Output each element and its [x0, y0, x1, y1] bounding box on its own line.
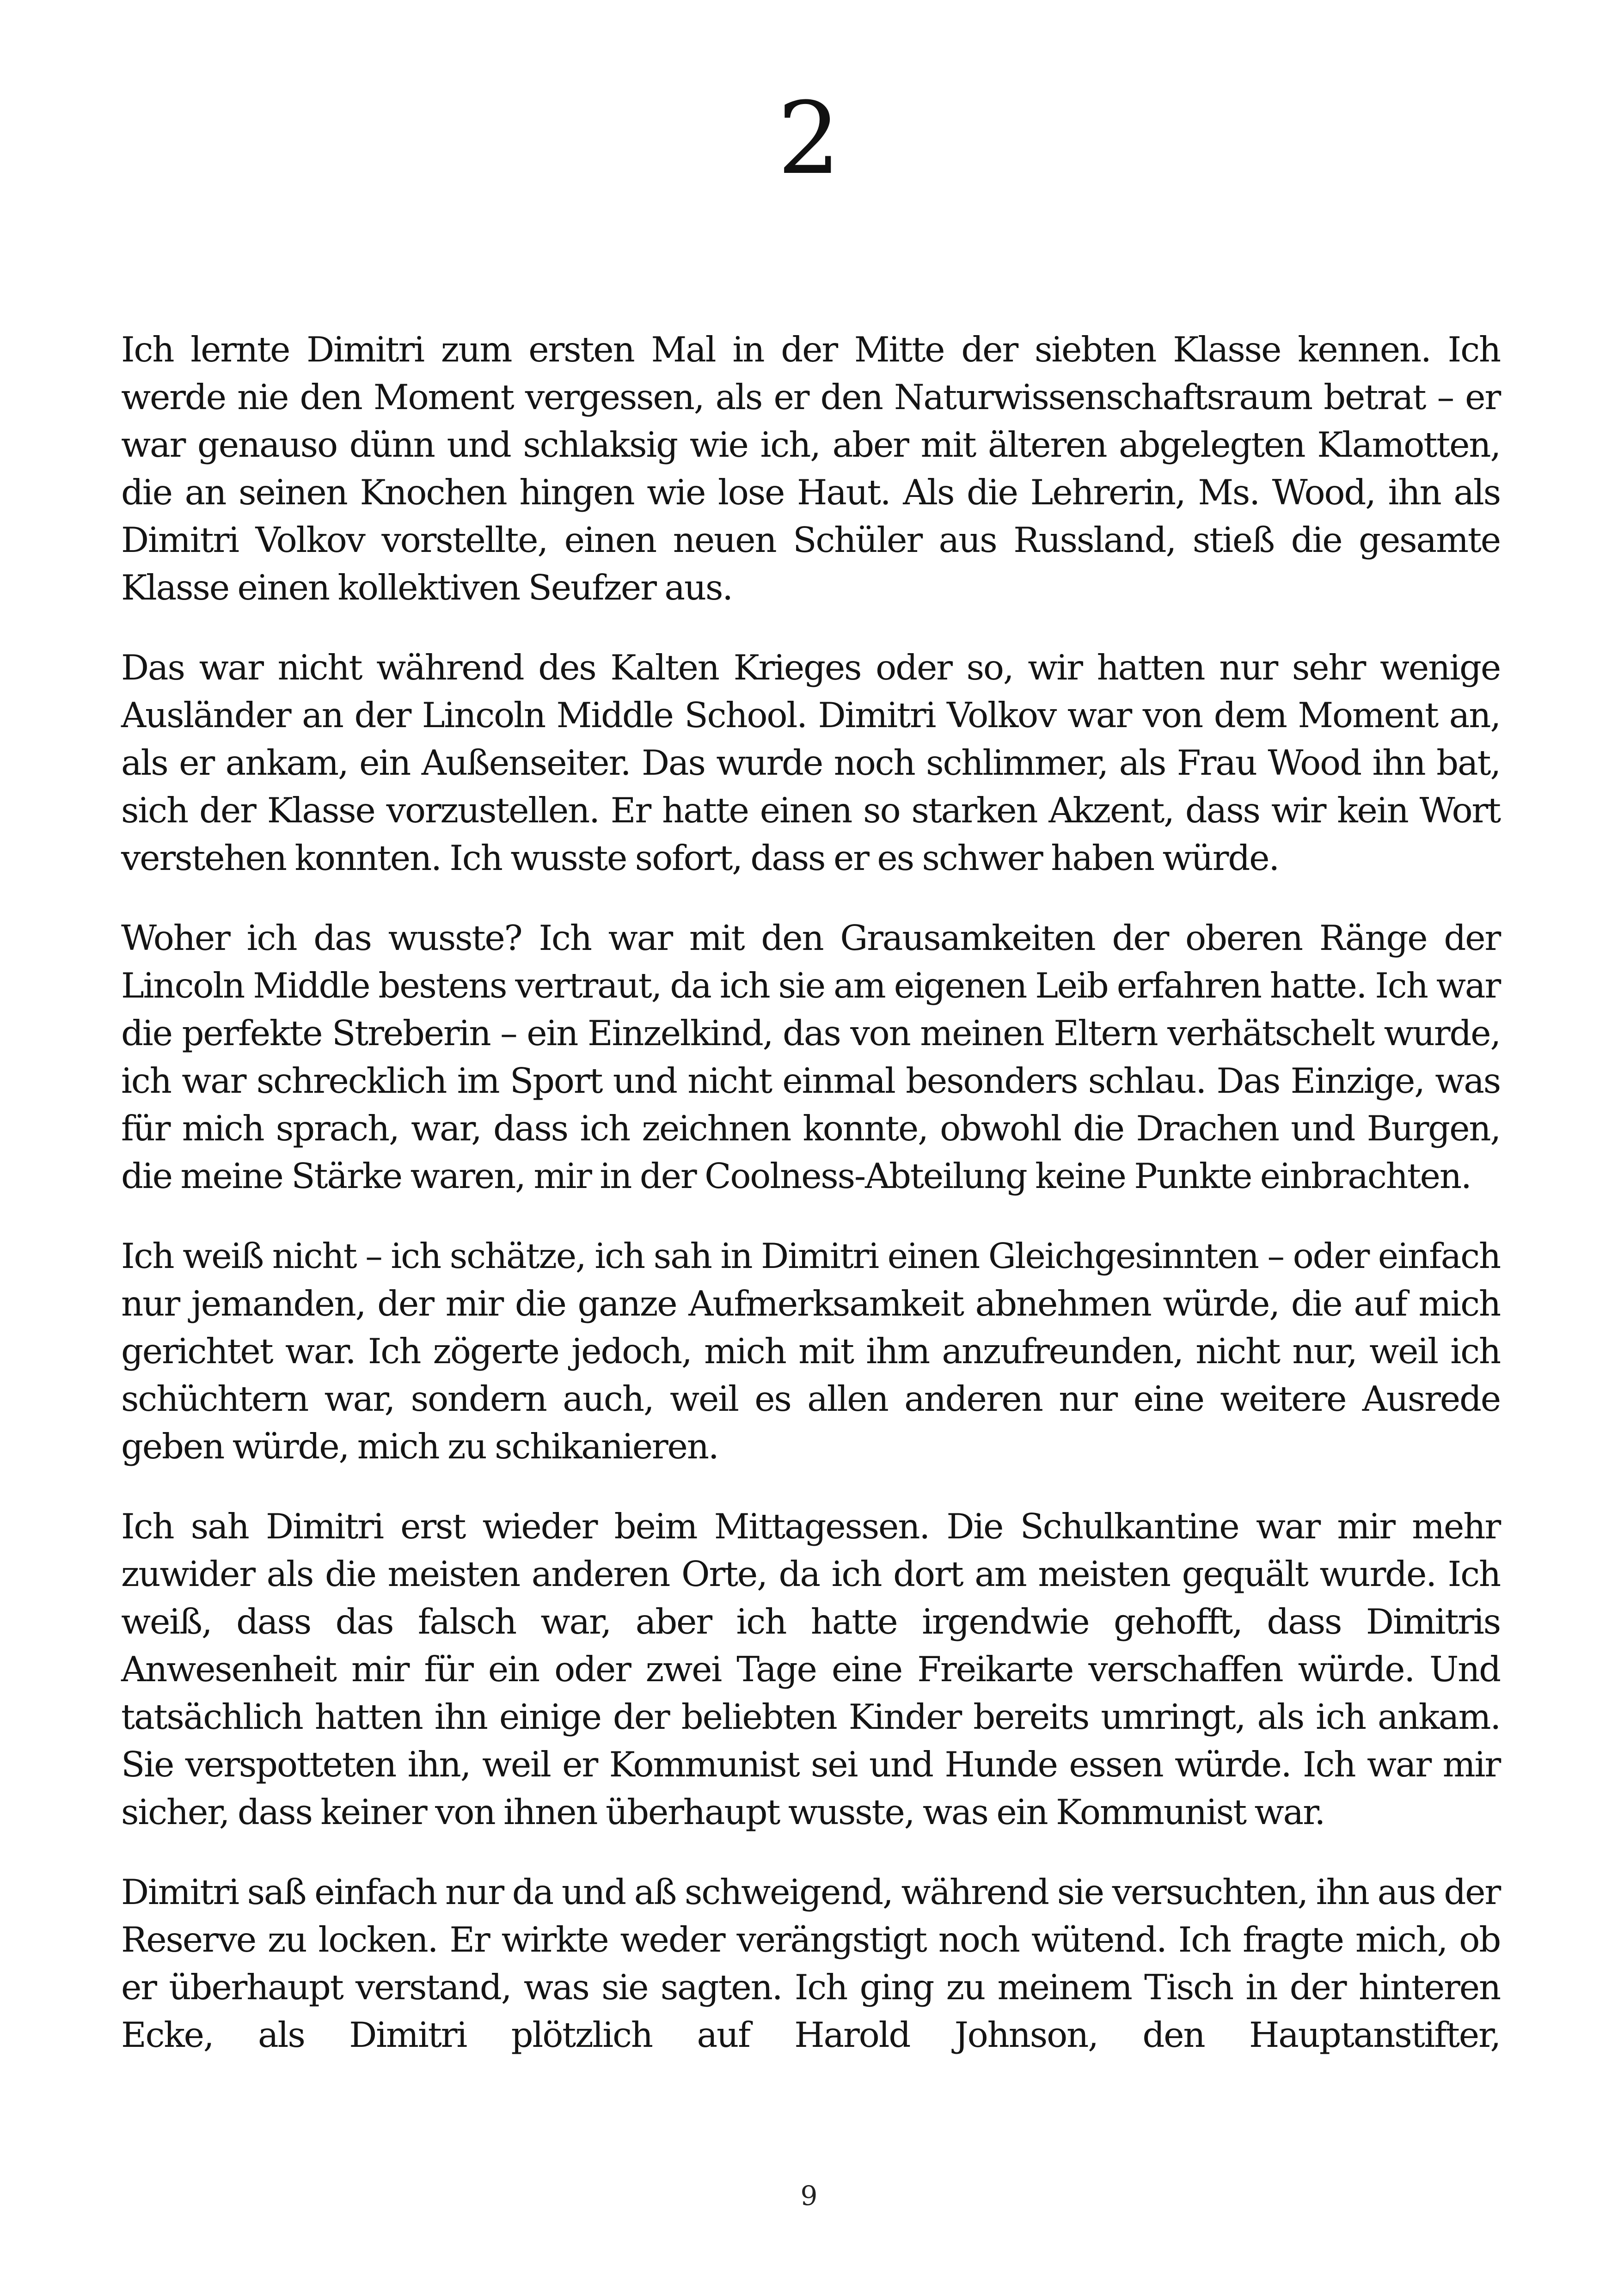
paragraph-1: Ich lernte Dimitri zum ersten Mal in der Mitte der siebten Klasse kennen. Ich werde nie den Moment vergessen, als er den Naturwissenschaftsraum betrat – er war genauso dünn und schlaksig wie ich, aber mit älteren abgelegten Klamotten, die an seinen Knochen hingen wie lose Haut. Als die Lehrerin, Ms. Wood, ihn als Dimitri Volkov vorstellte, einen neuen Schüler aus Russland, stieß die gesamte Klasse einen kollektiven Seufzer aus.: [121, 329, 1500, 608]
paragraph-2: Das war nicht während des Kalten Krieges oder so, wir hatten nur sehr wenige Ausländer an der Lincoln Middle School. Dimitri Volkov war von dem Moment an, als er ankam, ein Außenseiter. Das wurde noch schlimmer, als Frau Wood ihn bat, sich der Klasse vorzustellen. Er hatte einen so starken Akzent, dass wir kein Wort verstehen konnten. Ich wusste sofort, dass er es schwer haben würde.: [121, 647, 1500, 878]
chapter-body: [121, 326, 1500, 2059]
paragraph-6: Dimitri saß einfach nur da und aß schweigend, während sie versuchten, ihn aus der Reserve zu locken. Er wirkte weder verängstigt noch wütend. Ich fragte mich, ob er überhaupt verstand, was sie sagten. Ich ging zu meinem Tisch in der hinteren Ecke, als Dimitri plötzlich auf Harold Johnson, den Hauptanstifter,: [121, 1872, 1500, 2055]
page-number: 9: [800, 2180, 818, 2211]
chapter-number: 2: [777, 80, 841, 196]
paragraph-5: Ich sah Dimitri erst wieder beim Mittagessen. Die Schulkantine war mir mehr zuwider als die meisten anderen Orte, da ich dort am meisten gequält wurde. Ich weiß, dass das falsch war, aber ich hatte irgendwie gehofft, dass Dimitris Anwesenheit mir für ein oder zwei Tage eine Freikarte verschaffen würde. Und tatsächlich hatten ihn einige der beliebten Kinder bereits umringt, als ich ankam. Sie verspotteten ihn, weil er Kommunist sei und Hunde essen würde. Ich war mir sicher, dass keiner von ihnen überhaupt wusste, was ein Kommunist war.: [121, 1506, 1500, 1832]
paragraph-4: Ich weiß nicht – ich schätze, ich sah in Dimitri einen Gleichgesinnten – oder einfach nur jemanden, der mir die ganze Aufmerksamkeit abnehmen würde, die auf mich gerichtet war. Ich zögerte jedoch, mich mit ihm anzufreunden, nicht nur, weil ich schüchtern war, sondern auch, weil es allen anderen nur eine weitere Ausrede geben würde, mich zu schikanieren.: [121, 1236, 1500, 1467]
paragraph-3: Woher ich das wusste? Ich war mit den Grausamkeiten der oberen Ränge der Lincoln Middle bestens vertraut, da ich sie am eigenen Leib erfahren hatte. Ich war die perfekte Streberin – ein Einzelkind, das von meinen Eltern verhätschelt wurde, ich war schrecklich im Sport und nicht einmal besonders schlau. Das Einzige, was für mich sprach, war, dass ich zeichnen konnte, obwohl die Drachen und Burgen, die meine Stärke waren, mir in der Coolness-Abteilung keine Punkte einbrachten.: [121, 918, 1500, 1196]
